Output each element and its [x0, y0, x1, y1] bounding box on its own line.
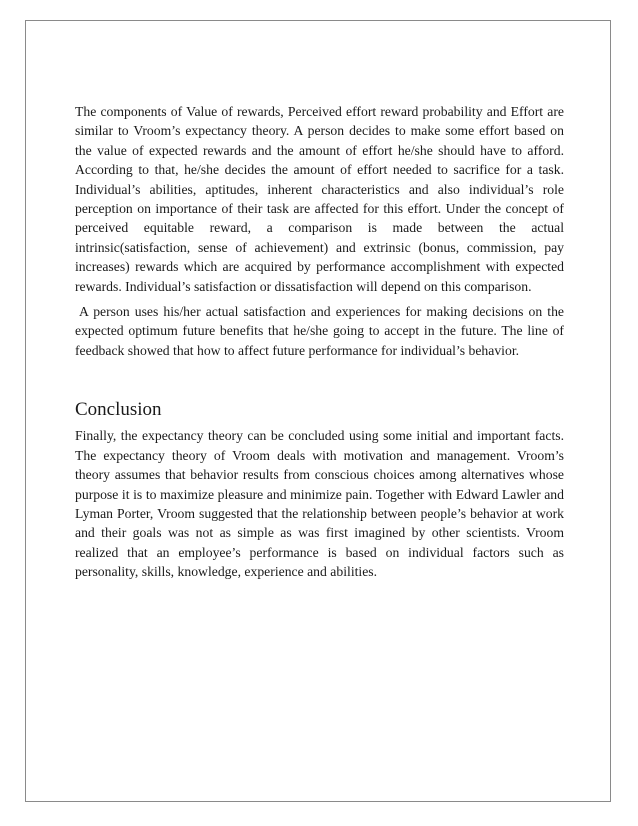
- paragraph-feedback: A person uses his/her actual satisfaction and experiences for making decisions on the expected optimum future benefits that he/she going to accept in the future. The line of feedback showed that how to affect future performance for individual’s behavior.: [75, 304, 564, 358]
- conclusion-heading: Conclusion: [75, 399, 162, 421]
- paragraph-components: The components of Value of rewards, Perceived effort reward probability and Effort are similar to Vroom’s expectancy theory. A person decides to make some effort based on the value of expected rewards and the amount of effort he/she should have to afford. According to that, he/she decides the amount of effort needed to sacrifice for a task. Individual’s abilities, aptitudes, inherent characteristics and also individual’s role perception on importance of their task are affected for this effort. Under the concept of perceived equitable reward, a comparison is made between the actual intrinsic(satisfaction, sense of achievement) and extrinsic (bonus, commission, pay increases) rewards which are acquired by performance accomplishment with expected rewards. Individual’s satisfaction or dissatisfaction will depend on this comparison.: [75, 104, 564, 294]
- document-body: [75, 102, 564, 582]
- paragraph-conclusion: Finally, the expectancy theory can be concluded using some initial and important facts. The expectancy theory of Vroom deals with motivation and management. Vroom’s theory assumes that behavior results from conscious choices among alternatives whose purpose it is to maximize pleasure and minimize pain. Together with Edward Lawler and Lyman Porter, Vroom suggested that the relationship between people’s behavior at work and their goals was not as simple as was first imagined by other scientists. Vroom realized that an employee’s performance is based on individual factors such as personality, skills, knowledge, experience and abilities.: [75, 428, 564, 580]
